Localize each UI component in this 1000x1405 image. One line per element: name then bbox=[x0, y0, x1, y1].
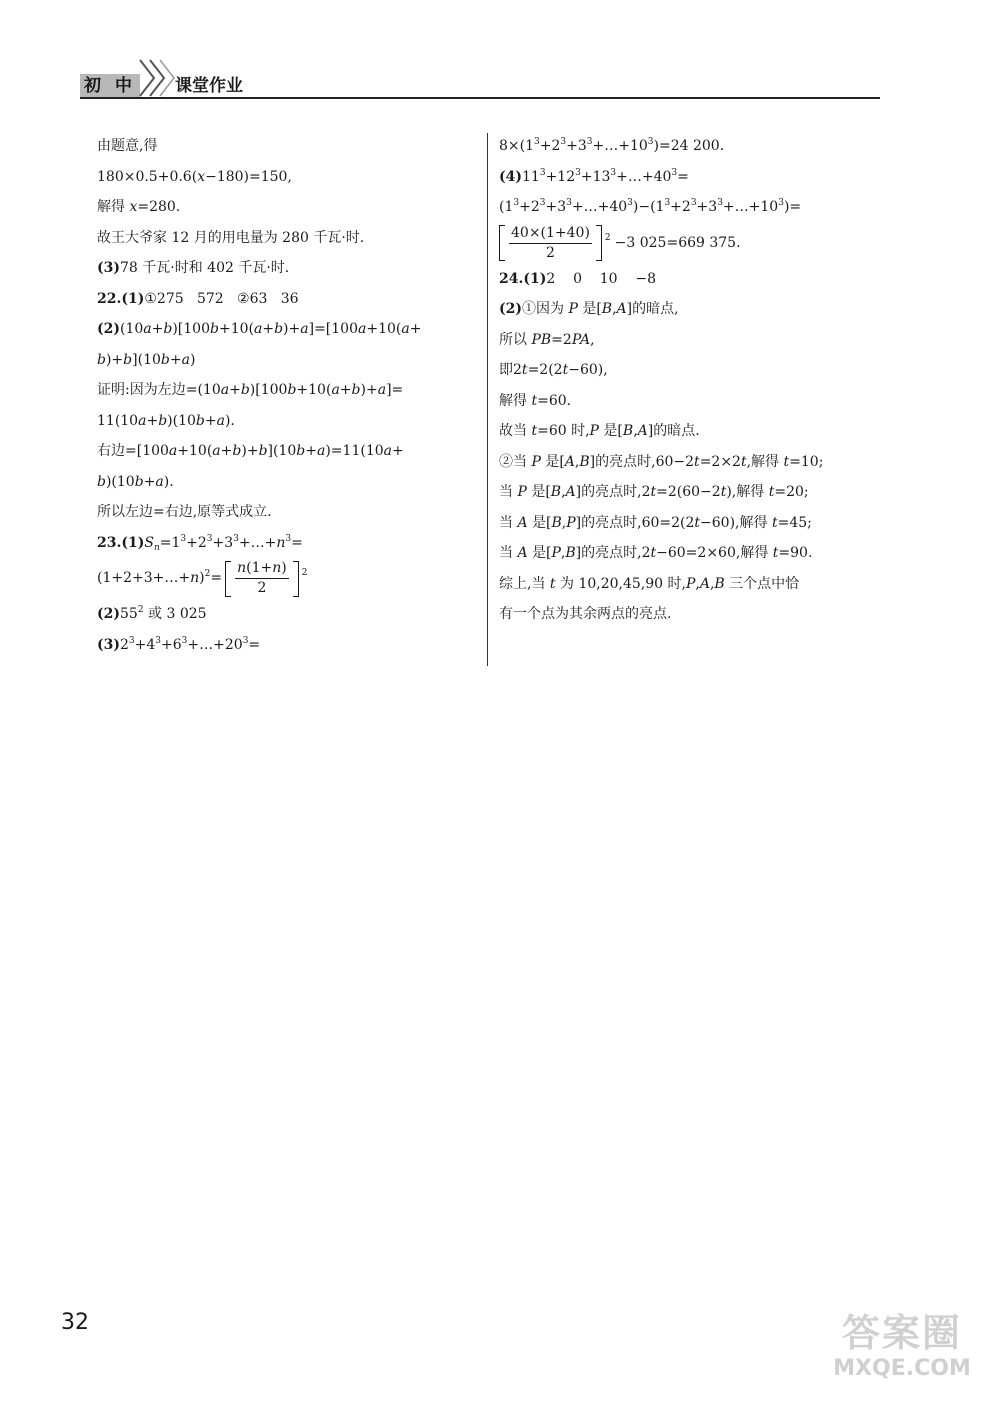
math-line: (1+2+3+…+n)$^2$= $\frac{n(1+n)}{2}$ 2 bbox=[97, 560, 308, 596]
answer-line: $(3)2^3+4^3+6^3+\dots+20^3=$ bbox=[97, 635, 261, 653]
right-column bbox=[499, 131, 883, 630]
page-header bbox=[80, 56, 880, 100]
answer-line: $(4)11^3+12^3+13^3+\dots+40^3=$ bbox=[499, 167, 689, 185]
text-line: (3)78 千瓦·时和 402 千瓦·时. bbox=[97, 260, 290, 276]
math-line: 综上,当 t 为 10,20,45,90 时,P,A,B 三个点中恰 bbox=[499, 575, 800, 592]
math-line: 解得 t=60. bbox=[499, 392, 572, 409]
math-line: 故当 t=60 时,P 是[B,A]的暗点. bbox=[499, 423, 700, 439]
double-chevron-icon bbox=[136, 56, 176, 100]
math-line: b)+b](10b+a) bbox=[97, 351, 196, 368]
math-line: 所以 PB=2PA, bbox=[499, 331, 595, 348]
math-line: 11(10a+b)(10b+a). bbox=[97, 412, 235, 429]
answer-line: $23.(1)S_n=1^3+2^3+3^3+\dots+n^3=$ bbox=[97, 533, 303, 553]
math-line: $\frac{40\times(1+40)}{2}$ 2 −3 025=669 375. bbox=[499, 223, 883, 264]
math-line: 当 P 是[B,A]的亮点时,2t=2(60−2t),解得 t=20; bbox=[499, 484, 809, 500]
math-line: 即2t=2(2t−60), bbox=[499, 362, 608, 378]
column-divider bbox=[487, 133, 488, 666]
text-line: 由题意,得 bbox=[97, 138, 158, 154]
math-line: 解得 x=280. bbox=[97, 199, 181, 215]
text-line: 有一个点为其余两点的亮点. bbox=[499, 606, 672, 622]
answer-line: 22.(1)①275 572 ②63 36 bbox=[97, 290, 299, 307]
level-badge: 初 中 bbox=[80, 74, 140, 98]
math-line: 右边=[100a+10(a+b)+b](10b+a)=11(10a+ bbox=[97, 443, 404, 459]
math-line: $8\times(1^3+2^3+3^3+\dots+10^3)=24$ 200. bbox=[499, 137, 725, 154]
bracket-fraction: $\frac{n(1+n)}{2}$ bbox=[225, 561, 299, 597]
bracket-fraction: $\frac{40\times(1+40)}{2}$ bbox=[499, 225, 602, 261]
page-number: 32 bbox=[61, 1310, 89, 1335]
header-rule bbox=[80, 97, 880, 99]
left-column bbox=[97, 131, 479, 660]
math-line: 180×0.5+0.6(x−180)=150, bbox=[97, 168, 292, 185]
math-line: b)(10b+a). bbox=[97, 473, 174, 490]
answer-line: (2)①因为 P 是[B,A]的暗点, bbox=[499, 301, 679, 317]
watermark-main: 答案圈 bbox=[841, 1311, 962, 1355]
answer-line: 24.(1)2 0 10 −8 bbox=[499, 270, 657, 287]
math-line: 证明:因为左边=(10a+b)[100b+10(a+b)+a]= bbox=[97, 382, 404, 398]
math-line: $(1^3+2^3+3^3+\dots+40^3)-(1^3+2^3+3^3+\dots+10^3)=$ bbox=[499, 198, 802, 215]
math-line: 当 A 是[P,B]的亮点时,2t−60=2×60,解得 t=90. bbox=[499, 545, 813, 561]
watermark-sub: MXQE.COM bbox=[833, 1356, 971, 1381]
text-line: 故王大爷家 12 月的用电量为 280 千瓦·时. bbox=[97, 229, 365, 246]
watermark-logo bbox=[812, 1310, 992, 1395]
text-line: 所以左边=右边,原等式成立. bbox=[97, 504, 272, 520]
math-line: ②当 P 是[A,B]的亮点时,60−2t=2×2t,解得 t=10; bbox=[499, 453, 824, 470]
answer-line: $(2)55^2$ 或 3 025 bbox=[97, 605, 207, 622]
math-line: 当 A 是[B,P]的亮点时,60=2(2t−60),解得 t=45; bbox=[499, 514, 812, 531]
book-title: 课堂作业 bbox=[175, 76, 243, 96]
math-line: (2)(10a+b)[100b+10(a+b)+a]=[100a+10(a+ bbox=[97, 321, 422, 337]
